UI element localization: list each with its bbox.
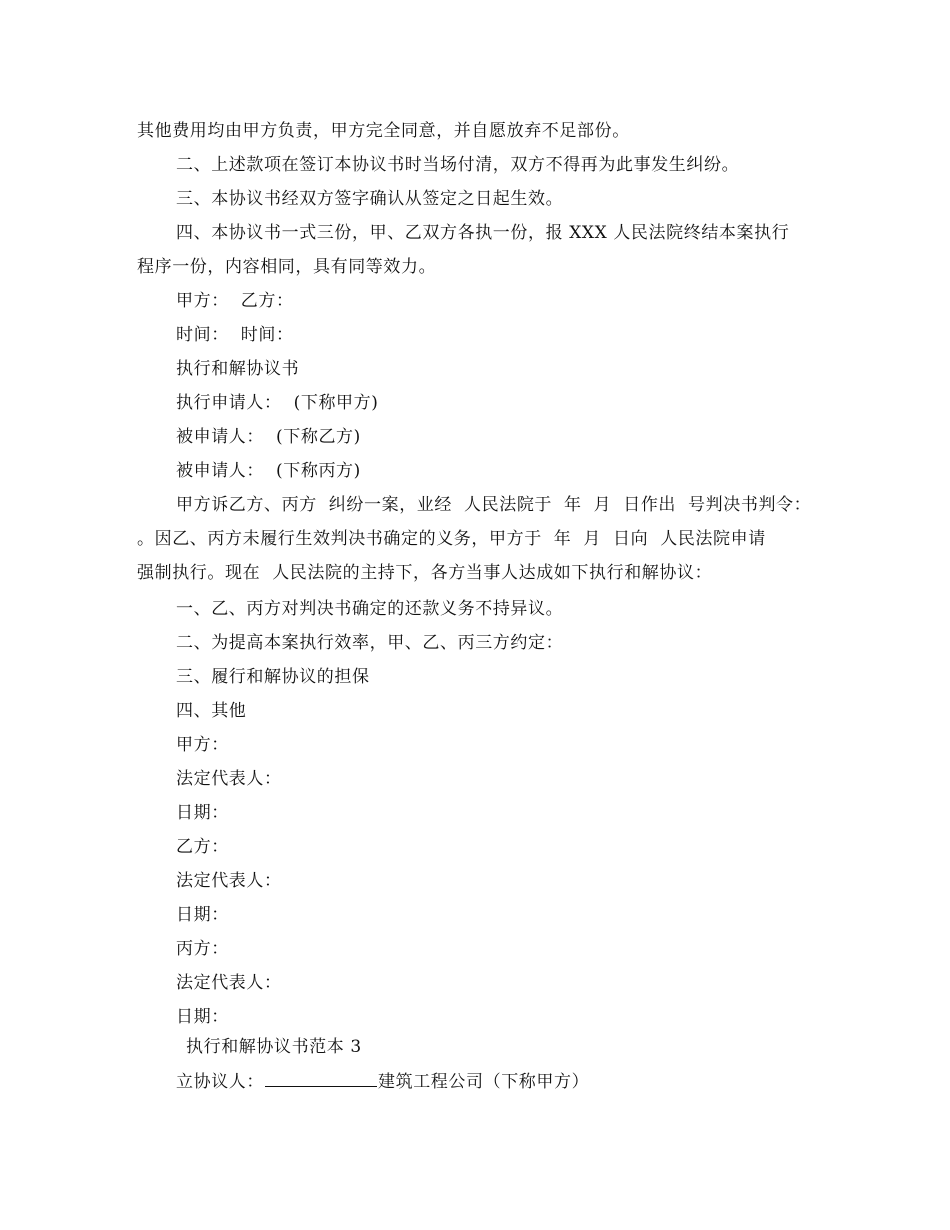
section-title: 执行和解协议书 [176,359,300,379]
party-label: 立协议人： [176,1072,264,1092]
signature-field: 法定代表人： [176,769,282,789]
paragraph-line: 强制执行。现在 人民法院的主持下，各方当事人达成如下执行和解协议： [137,563,713,583]
signature-line: 甲方： 乙方： [176,291,294,311]
fill-in-blank [265,1069,377,1087]
signature-field: 日期： [176,803,229,823]
party-line: 被申请人： (下称丙方) [176,461,361,481]
signature-field: 法定代表人： [176,973,282,993]
paragraph-line: 甲方诉乙方、丙方 纠纷一案，业经 人民法院于 年 月 日作出 号判决书判令： [176,495,812,515]
signature-field: 法定代表人： [176,871,282,891]
paragraph-line: 其他费用均由甲方负责，甲方完全同意，并自愿放弃不足部份。 [137,121,630,141]
paragraph-line: 。因乙、丙方未履行生效判决书确定的义务，甲方于 年 月 日向 人民法院申请 [137,529,766,549]
paragraph-line: 四、本协议书一式三份，甲、乙双方各执一份，报 XXX 人民法院终结本案执行 [176,223,790,243]
party-name: 建筑工程公司（下称甲方） [378,1072,590,1092]
clause-line: 三、履行和解协议的担保 [176,667,370,687]
section-title: 执行和解协议书范本 3 [186,1037,362,1057]
date-line: 时间： 时间： [176,325,294,345]
clause-line: 二、为提高本案执行效率，甲、乙、丙三方约定： [176,633,564,653]
clause-line: 一、乙、丙方对判决书确定的还款义务不持异议。 [176,599,564,619]
signature-field: 甲方： [176,735,229,755]
party-line: 执行申请人： (下称甲方) [176,393,379,413]
clause-line: 四、其他 [176,701,247,721]
party-line: 被申请人： (下称乙方) [176,427,361,447]
paragraph-line: 程序一份，内容相同，具有同等效力。 [137,257,437,277]
signature-field: 乙方： [176,837,229,857]
paragraph-line: 三、本协议书经双方签字确认从签定之日起生效。 [176,189,564,209]
party-line [176,1069,589,1094]
paragraph-line: 二、上述款项在签订本协议书时当场付清，双方不得再为此事发生纠纷。 [176,155,740,175]
signature-field: 日期： [176,1007,229,1027]
signature-field: 丙方： [176,939,229,959]
signature-field: 日期： [176,905,229,925]
